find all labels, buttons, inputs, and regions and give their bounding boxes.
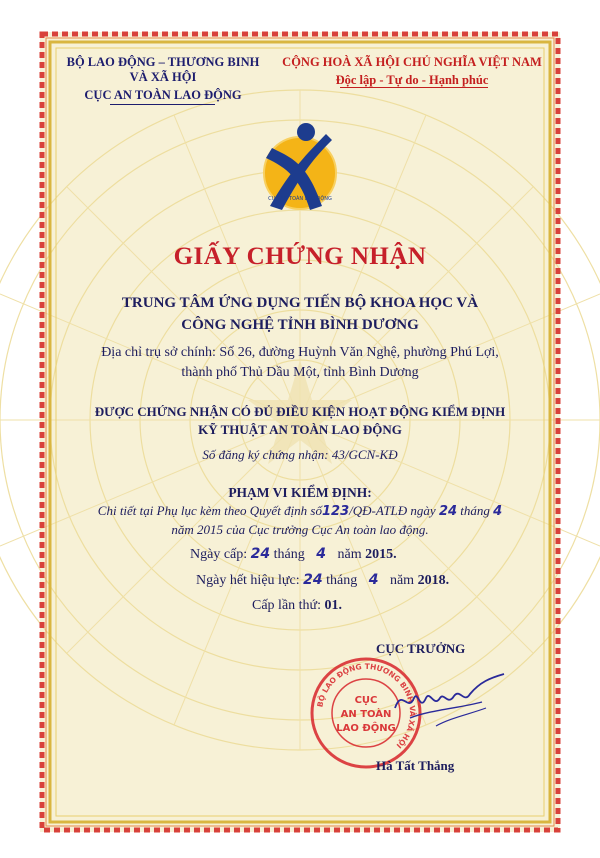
certification-line1: ĐƯỢC CHỨNG NHẬN CÓ ĐỦ ĐIỀU KIỆN HOẠT ĐỘNG KIỂM ĐỊNH <box>94 404 506 419</box>
registration-number: Số đăng ký chứng nhận: 43/GCN-KĐ <box>202 447 398 462</box>
certification-statement <box>60 403 540 439</box>
ministry-name-line2: VÀ XÃ HỘI <box>129 70 197 84</box>
address-line1: Địa chỉ trụ sở chính: Số 26, đường Huỳnh Văn Nghệ, phường Phú Lợi, <box>101 345 499 360</box>
issue-count <box>252 598 452 614</box>
address-line2: thành phố Thủ Dầu Một, tỉnh Bình Dương <box>181 365 419 380</box>
signer-name: Hà Tất Thắng <box>376 758 455 773</box>
safety-person-logo-icon <box>252 118 348 218</box>
certificate-title: GIẤY CHỨNG NHẬN <box>173 243 427 270</box>
national-motto: Độc lập - Tự do - Hạnh phúc <box>335 73 489 87</box>
certification-line2: KỸ THUẬT AN TOÀN LAO ĐỘNG <box>198 422 402 437</box>
issue-month: 4 <box>316 546 326 562</box>
expiry-month-label: tháng <box>326 573 358 588</box>
scope-line1 <box>60 502 540 521</box>
scope-line1-mid: /QĐ-ATLĐ ngày <box>349 503 436 518</box>
issue-count-label: Cấp lần thứ: <box>252 598 322 613</box>
issue-year: 2015. <box>365 547 397 562</box>
organization-name <box>60 292 540 336</box>
issue-date-label: Ngày cấp: <box>190 547 248 562</box>
right-header-underline <box>340 87 488 88</box>
issue-date <box>190 546 510 563</box>
left-header <box>58 55 268 103</box>
stamp-line1: CỤC <box>354 695 378 706</box>
logo-text: CỤC AN TOÀN LAO ĐỘNG <box>268 196 332 202</box>
organization-address <box>60 343 540 383</box>
stamp-line3: LAO ĐỘNG <box>336 723 396 734</box>
stamp-ring-text: BỘ LAO ĐỘNG THƯƠNG BINH VÀ XÃ HỘI <box>315 661 418 751</box>
decision-month: 4 <box>493 504 503 519</box>
ministry-name-line1: BỘ LAO ĐỘNG – THƯƠNG BINH <box>66 55 260 69</box>
issue-count-value: 01. <box>324 598 343 613</box>
department-name: CỤC AN TOÀN LAO ĐỘNG <box>84 88 242 102</box>
left-header-underline <box>110 104 215 105</box>
scope-heading: PHẠM VI KIỂM ĐỊNH: <box>228 485 372 500</box>
signature-title: CỤC TRƯỞNG <box>376 641 466 656</box>
country-name: CỘNG HOÀ XÃ HỘI CHỦ NGHĨA VIỆT NAM <box>282 55 542 69</box>
scope-line2: năm 2015 của Cục trưởng Cục An toàn lao động. <box>171 522 429 537</box>
expiry-month: 4 <box>368 572 379 588</box>
scope-line1-prefix: Chi tiết tại Phụ lục kèm theo Quyết định số <box>97 503 322 518</box>
issue-day: 24 <box>250 546 271 562</box>
scope-month-label: tháng <box>460 503 490 518</box>
expiry-date <box>196 572 526 589</box>
handwritten-signature <box>390 668 510 738</box>
expiry-year-label: năm <box>389 573 415 588</box>
issue-month-label: tháng <box>273 547 305 562</box>
expiry-day: 24 <box>303 572 323 588</box>
expiry-year: 2018. <box>417 573 450 588</box>
decision-day: 24 <box>438 504 458 519</box>
organization-name-line2: CÔNG NGHỆ TỈNH BÌNH DƯƠNG <box>181 317 419 333</box>
issue-year-label: năm <box>337 547 362 562</box>
scope-details <box>60 502 540 539</box>
right-header <box>272 55 552 88</box>
stamp-line2: AN TOÀN <box>340 709 392 720</box>
decision-number: 123 <box>322 504 350 519</box>
organization-name-line1: TRUNG TÂM ỨNG DỤNG TIẾN BỘ KHOA HỌC VÀ <box>121 295 479 311</box>
expiry-date-label: Ngày hết hiệu lực: <box>196 573 300 588</box>
